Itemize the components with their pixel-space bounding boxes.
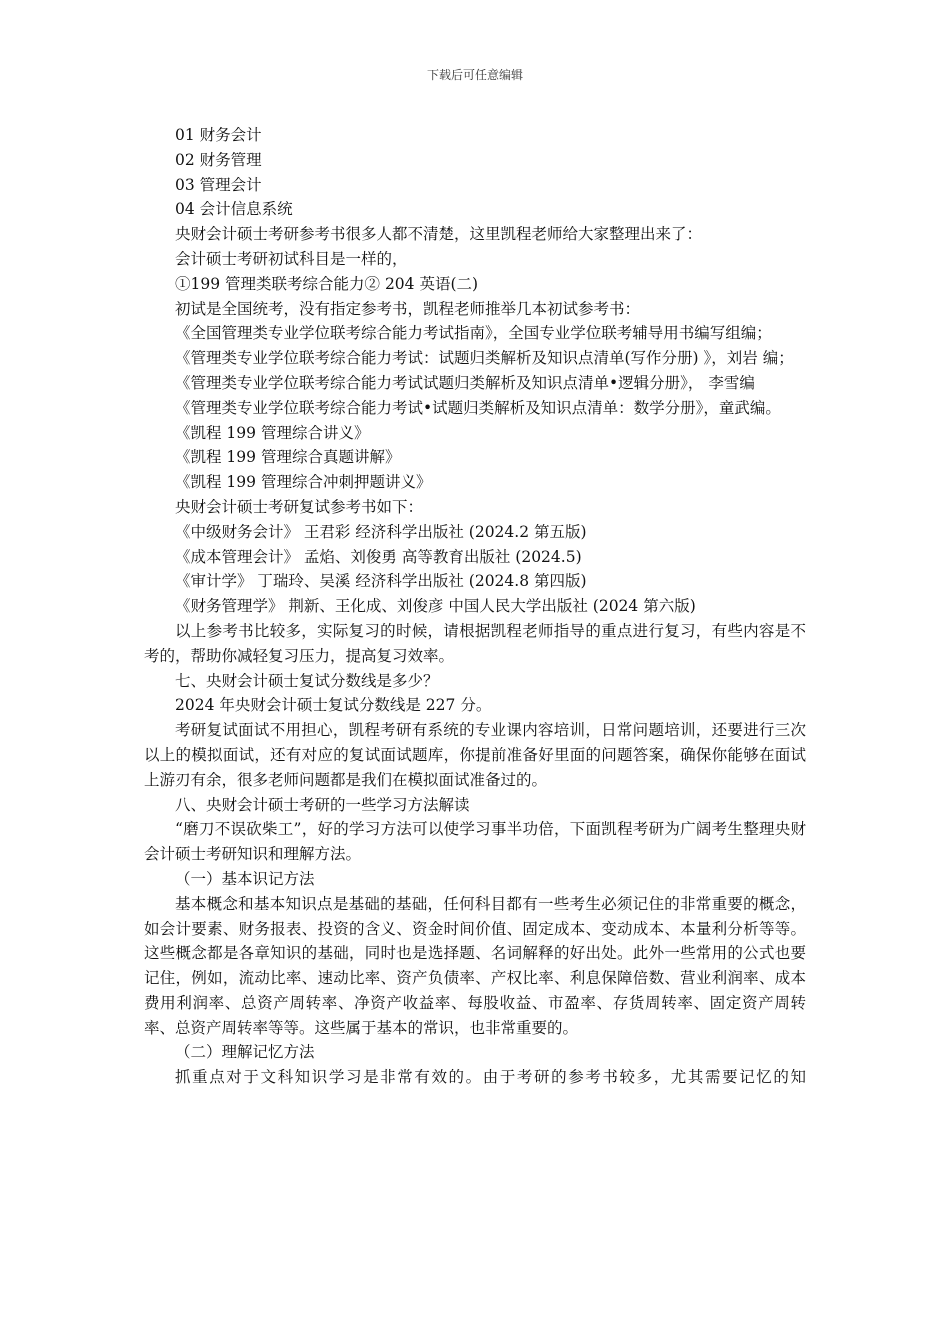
paragraph: 03 管理会计	[175, 175, 262, 194]
paragraph: “磨刀不误砍柴工”，好的学习方法可以使学习事半功倍，下面凯程考研为广阔考生整理央财会计硕士考研知识和理解方法。	[144, 820, 806, 864]
page-header: 下载后可任意编辑	[426, 68, 523, 82]
paragraph: 央财会计硕士考研复试参考书如下：	[175, 497, 424, 516]
paragraph: 04 会计信息系统	[175, 200, 293, 219]
reference-book: 《凯程 199 管理综合真题讲解》	[175, 448, 401, 467]
reference-book: 《凯程 199 管理综合讲义》	[175, 423, 370, 442]
paragraph: 央财会计硕士考研参考书很多人都不清楚，这里凯程老师给大家整理出来了：	[175, 225, 703, 244]
reference-book: 《全国管理类专业学位联考综合能力考试指南》，全国专业学位联考辅导用书编写组编；	[175, 324, 772, 343]
paragraph: ①199 管理类联考综合能力② 204 英语(二)	[175, 274, 479, 293]
paragraph: 会计硕士考研初试科目是一样的，	[175, 249, 408, 268]
paragraph: 考研复试面试不用担心，凯程考研有系统的专业课内容培训，日常问题培训，还要进行三次以上的模拟面试，还有对应的复试面试题库，你提前准备好里面的问题答案，确保你能够在面试上游刃有余，很多老师问题都是我们在模拟面试准备过的。	[144, 721, 806, 789]
paragraph: 抓重点对于文科知识学习是非常有效的。由于考研的参考书较多，尤其需要记忆的知	[175, 1068, 806, 1087]
reference-book: 《财务管理学》 荆新、王化成、刘俊彦 中国人民大学出版社 (2024 第六版)	[175, 597, 696, 616]
reference-book: 《成本管理会计》 孟焰、刘俊勇 高等教育出版社 (2024.5)	[175, 547, 582, 566]
reference-book: 《凯程 199 管理综合冲刺押题讲义》	[175, 473, 432, 492]
reference-book: 《审计学》 丁瑞玲、吴溪 经济科学出版社 (2024.8 第四版)	[175, 572, 587, 591]
paragraph: 基本概念和基本知识点是基础的基础，任何科目都有一些考生必须记住的非常重要的概念，如会计要素、财务报表、投资的含义、资金时间价值、固定成本、变动成本、本量利分析等等。这些概念都是各章知识的基础，同时也是选择题、名词解释的好出处。此外一些常用的公式也要记住，例如，流动比率、速动比率、资产负债率、产权比率、利息保障倍数、营业利润率、成本费用利润率、总资产周转率、净资产收益率、每股收益、市盈率、存货周转率、固定资产周转率、总资产周转率等等。这些属于基本的常识，也非常重要的。	[144, 894, 806, 1037]
paragraph: 02 财务管理	[175, 150, 262, 169]
body-text	[144, 123, 806, 1090]
paragraph: 以上参考书比较多，实际复习的时候，请根据凯程老师指导的重点进行复习，有些内容是不考的，帮助你减轻复习压力，提高复习效率。	[144, 621, 806, 665]
section-heading: 八、央财会计硕士考研的一些学习方法解读	[175, 795, 470, 814]
subsection-heading: （一）基本识记方法	[175, 869, 315, 888]
paragraph: 2024 年央财会计硕士复试分数线是 227 分。	[175, 696, 492, 715]
section-heading: 七、央财会计硕士复试分数线是多少？	[175, 671, 439, 690]
reference-book: 《管理类专业学位联考综合能力考试：试题归类解析及知识点清单(写作分册) 》，刘岩 编；	[175, 349, 794, 368]
reference-book: 《管理类专业学位联考综合能力考试试题归类解析及知识点清单•逻辑分册》， 李雪编	[175, 373, 755, 392]
paragraph: 初试是全国统考，没有指定参考书，凯程老师推举几本初试参考书：	[175, 299, 641, 318]
reference-book: 《管理类专业学位联考综合能力考试•试题归类解析及知识点清单：数学分册》，童武编。	[175, 398, 781, 417]
reference-book: 《中级财务会计》 王君彩 经济科学出版社 (2024.2 第五版)	[175, 522, 587, 541]
paragraph: 01 财务会计	[175, 126, 262, 144]
subsection-heading: （二）理解记忆方法	[175, 1043, 315, 1062]
